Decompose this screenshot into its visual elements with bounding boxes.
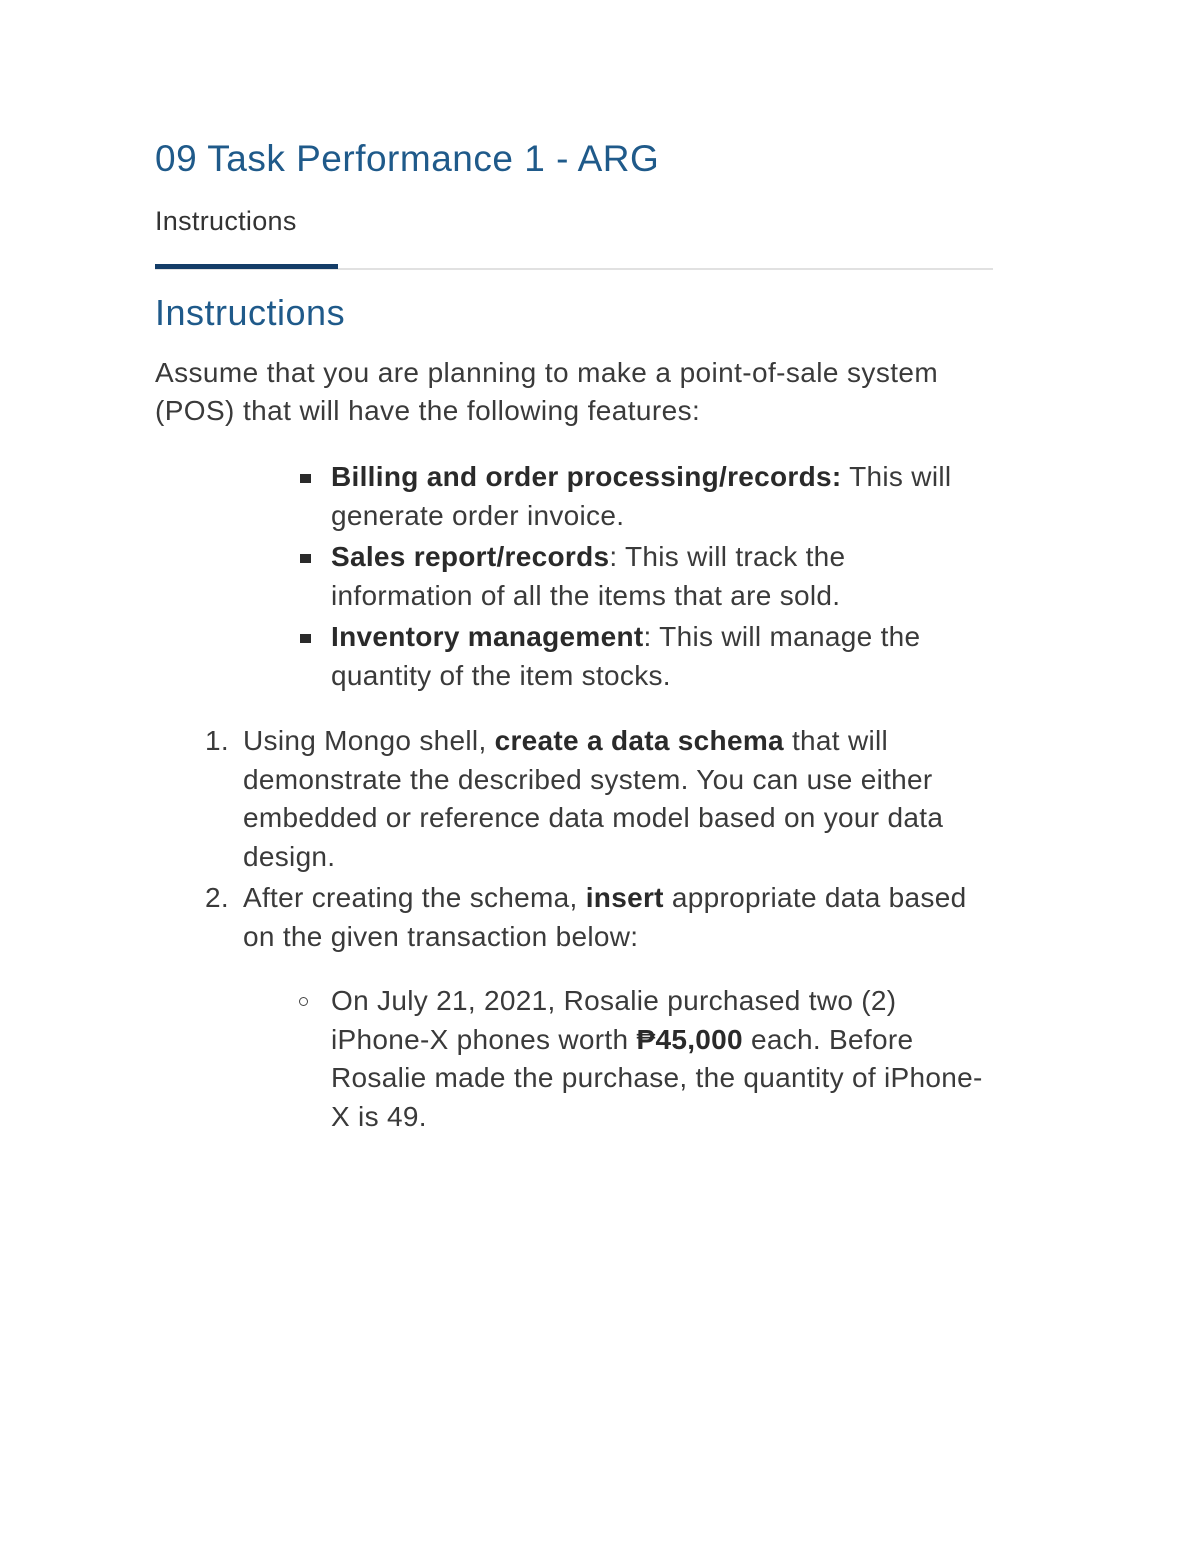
step-emphasis: insert	[585, 882, 664, 913]
feature-term: Sales report/records	[331, 541, 610, 572]
tab-bar	[155, 206, 993, 270]
feature-item-billing	[331, 458, 995, 535]
square-bullet-icon	[300, 554, 311, 563]
step-emphasis: create a data schema	[494, 725, 784, 756]
intro-paragraph: Assume that you are planning to make a point-of-sale system (POS) that will have the following features:	[155, 357, 939, 426]
step-text: After creating the schema,	[243, 882, 586, 913]
transaction-text: each. Before Rosalie made the purchase, the quantity of iPhone-X is 49.	[331, 1023, 983, 1132]
step-text: that will demonstrate the described system. You can use either embedded or reference data model based on your data design.	[243, 725, 944, 872]
feature-item-inventory	[331, 618, 995, 695]
feature-description: : This will manage the quantity of the item stocks.	[331, 621, 921, 691]
circle-bullet-icon	[299, 997, 308, 1006]
feature-term: Billing and order processing/records:	[331, 461, 842, 492]
feature-item-sales	[331, 538, 995, 615]
step-number: 2.	[205, 882, 229, 913]
step-text: Using Mongo shell,	[243, 725, 495, 756]
step-list	[205, 722, 995, 959]
transaction-item	[331, 982, 995, 1136]
page-title: 09 Task Performance 1 - ARG	[155, 138, 660, 179]
feature-description: This will generate order invoice.	[331, 461, 952, 531]
feature-description: : This will track the information of all the items that are sold.	[331, 541, 846, 611]
transaction-price: ₱45,000	[636, 1023, 743, 1055]
square-bullet-icon	[300, 634, 311, 643]
step-text: appropriate data based on the given transaction below:	[243, 882, 967, 952]
step-item-2	[205, 879, 995, 956]
square-bullet-icon	[300, 474, 311, 483]
step-number: 1.	[205, 725, 229, 756]
feature-list	[331, 458, 995, 698]
step-item-1	[205, 722, 995, 876]
feature-term: Inventory management	[331, 621, 644, 652]
tab-instructions[interactable]: Instructions	[155, 206, 338, 269]
transaction-list	[331, 982, 995, 1136]
section-heading: Instructions	[155, 292, 346, 333]
transaction-text: On July 21, 2021, Rosalie purchased two (2) iPhone-X phones worth	[331, 985, 897, 1055]
